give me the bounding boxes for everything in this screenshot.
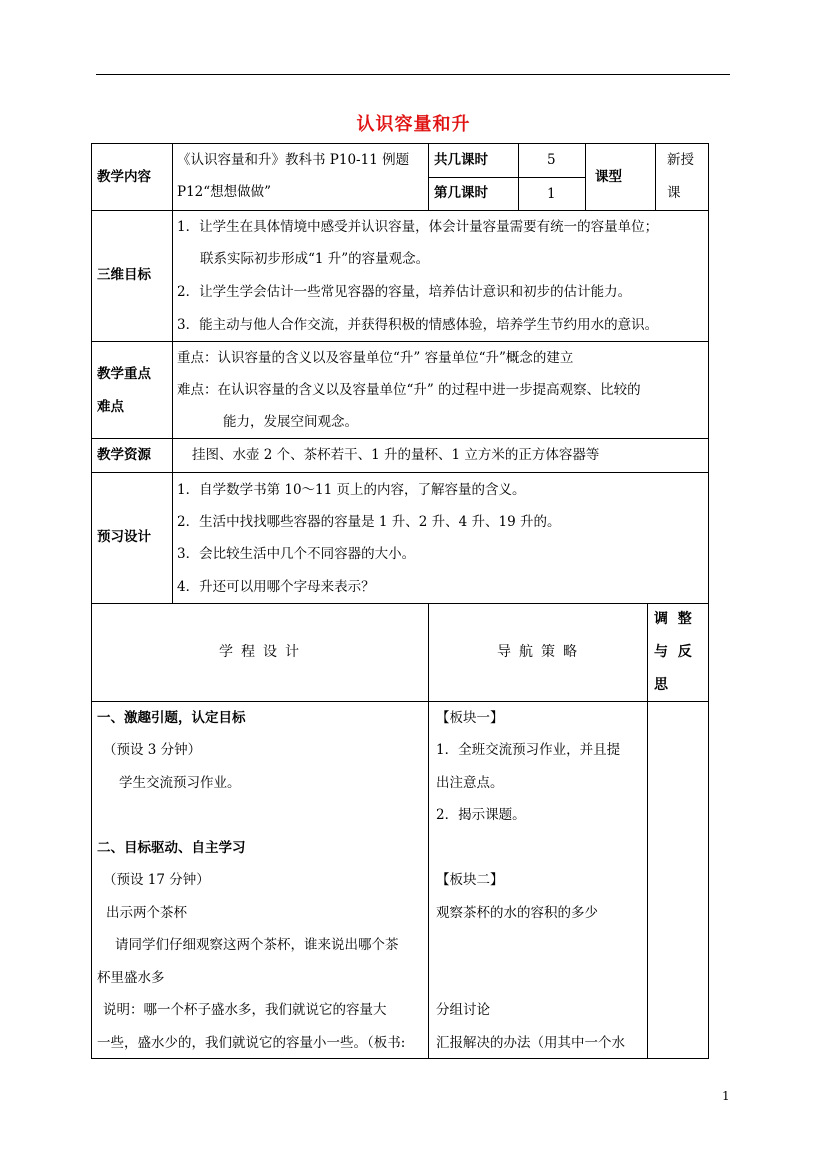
col1-line: 学生交流预习作业。 — [119, 775, 241, 791]
block-1-label: 【板块一】 — [436, 710, 504, 726]
type-label: 课型 — [595, 169, 622, 185]
section-2-heading: 二、目标驱动、自主学习 — [97, 840, 246, 856]
col2-line: 汇报解决的办法（用其中一个水 — [436, 1035, 625, 1051]
goal-line-3: 2．让学生学会估计一些常见容器的容量，培养估计意识和初步的估计能力。 — [177, 284, 632, 300]
total-hours-label: 共几课时 — [434, 152, 488, 168]
col1-line: 说明：哪一个杯子盛水多，我们就说它的容量大 — [103, 1002, 387, 1018]
key-label-1: 教学重点 — [97, 366, 151, 382]
goal-line-4: 3．能主动与他人合作交流，并获得积极的情感体验，培养学生节约用水的意识。 — [177, 317, 659, 333]
content-text-2: P12“想想做做” — [177, 184, 272, 200]
goal-line-2: 联系实际初步形成“1 升”的容量观念。 — [200, 251, 430, 267]
preview-line-1: 1．自学数学书第 10～11 页上的内容，了解容量的含义。 — [177, 482, 526, 498]
col1-line: 杯里盛水多 — [97, 970, 165, 986]
page-title: 认识容量和升 — [356, 114, 471, 135]
col1-line: 请同学们仔细观察这两个茶杯，谁来说出哪个茶 — [115, 937, 399, 953]
key-label-2: 难点 — [97, 399, 124, 415]
col2-header: 导航策略 — [497, 644, 585, 660]
preview-line-2: 2．生活中找找哪些容器的容量是 1 升、2 升、4 升、19 升的。 — [177, 514, 561, 530]
total-hours-value: 5 — [547, 152, 556, 168]
content-label: 教学内容 — [97, 169, 151, 185]
col1-line: （预设 3 分钟） — [103, 742, 202, 758]
col1-line: （预设 17 分钟） — [103, 872, 210, 888]
type-value-2: 课 — [667, 185, 681, 201]
goal-line-1: 1．让学生在具体情境中感受并认识容量，体会计量容量需要有统一的容量单位； — [177, 219, 659, 235]
col3-header-3: 思 — [654, 677, 668, 693]
block-2-label: 【板块二】 — [436, 872, 504, 888]
type-value-1: 新授 — [667, 152, 694, 168]
section-1-heading: 一、激趣引题，认定目标 — [97, 710, 246, 726]
col3-header-2: 与 反 — [654, 644, 692, 660]
key-point: 重点：认识容量的含义以及容量单位“升” 容量单位“升”概念的建立 — [177, 350, 574, 366]
goals-label: 三维目标 — [97, 267, 151, 283]
col1-line: 一些，盛水少的，我们就说它的容量小一些。（板书: — [97, 1035, 406, 1051]
header-rule — [96, 74, 730, 75]
difficulty-line-2: 能力，发展空间观念。 — [223, 414, 358, 430]
col2-line: 1．全班交流预习作业，并且提 — [436, 742, 621, 758]
col2-line: 出注意点。 — [436, 775, 504, 791]
preview-line-4: 4．升还可以用哪个字母来表示？ — [177, 579, 375, 595]
page-number: 1 — [722, 1089, 730, 1103]
difficulty-line-1: 难点：在认识容量的含义以及容量单位“升” 的过程中进一步提高观察、比较的 — [177, 382, 641, 398]
col3-header-1: 调 整 — [654, 611, 692, 627]
content-text-1: 《认识容量和升》教科书 P10-11 例题 — [177, 152, 410, 168]
preview-label: 预习设计 — [97, 529, 151, 545]
col2-line: 分组讨论 — [436, 1002, 490, 1018]
resources-text: 挂图、水壶 2 个、茶杯若干、1 升的量杯、1 立方米的正方体容器等 — [192, 447, 600, 463]
resources-label: 教学资源 — [97, 447, 151, 463]
lesson-no-label: 第几课时 — [434, 185, 488, 201]
col1-header: 学程设计 — [219, 644, 307, 660]
col2-line: 2．揭示课题。 — [436, 807, 526, 823]
preview-line-3: 3．会比较生活中几个不同容器的大小。 — [177, 546, 416, 562]
col1-line: 出示两个茶杯 — [106, 905, 187, 921]
col2-line: 观察茶杯的水的容积的多少 — [436, 905, 598, 921]
lesson-no-value: 1 — [547, 186, 556, 202]
